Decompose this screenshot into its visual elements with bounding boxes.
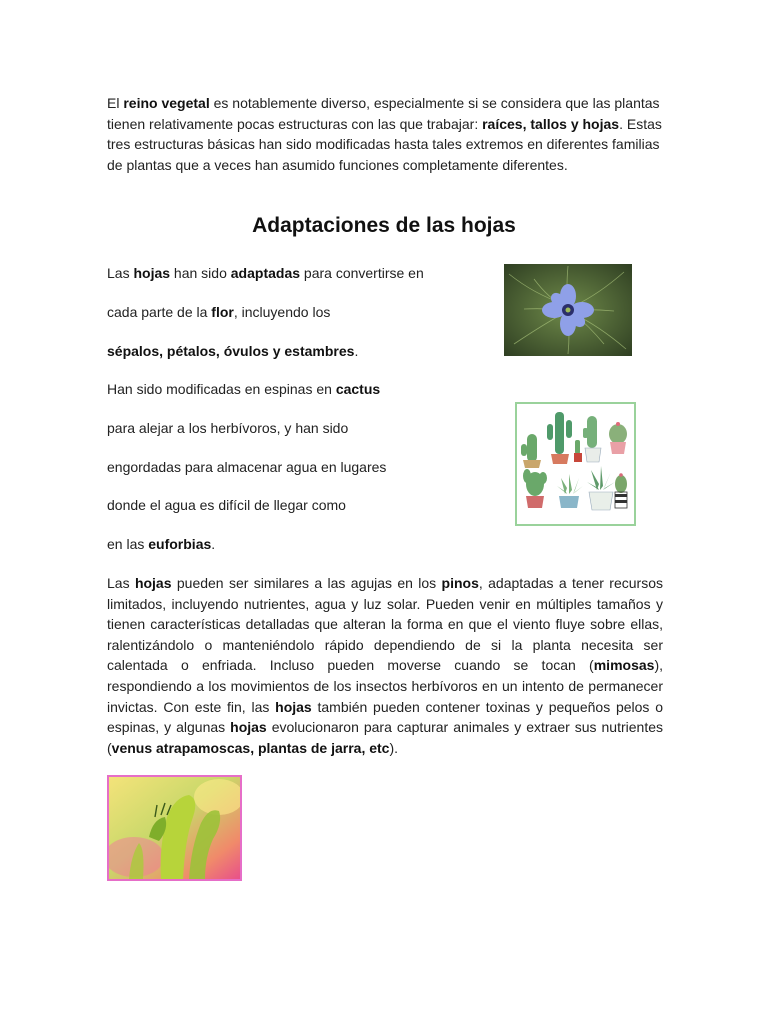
bold-text: hojas — [134, 575, 172, 591]
bold-text: hojas — [230, 719, 267, 736]
text-line-4 — [107, 379, 380, 399]
body-paragraph — [107, 573, 663, 758]
section-heading: Adaptaciones de las hojas — [252, 214, 516, 237]
carnivorous-plant-image — [107, 775, 242, 881]
text-line-2 — [107, 302, 330, 322]
text-line-8 — [107, 534, 215, 554]
text: Las — [107, 575, 135, 591]
text-line-3 — [107, 341, 358, 361]
bold-text: hojas — [133, 265, 171, 281]
text: pueden ser similares a las agujas en los — [171, 575, 442, 591]
text: han sido — [170, 265, 231, 281]
text: también pueden contener toxinas y pequeños pelos o espinas, y algunas — [107, 698, 663, 736]
bold-text: venus atrapamoscas, plantas de jarra, etc — [111, 739, 390, 756]
intro-text: es notablemente diverso, especialmente si se considera que las plantas tienen relativamente pocas estructuras con las que trabajar: — [107, 95, 660, 132]
bold-text: mimosas — [593, 657, 655, 674]
text-line-6: engordadas para almacenar agua en lugares — [107, 459, 387, 475]
text: evolucionaron para capturar animales y extraer sus nutrientes ( — [107, 719, 663, 756]
text: , incluyendo los — [233, 304, 331, 320]
text-line-5: para alejar a los herbívoros, y han sido — [107, 420, 349, 436]
bold-text: euforbias — [148, 536, 212, 552]
text: . — [211, 536, 216, 552]
text: para convertirse en — [300, 265, 424, 281]
text: , adaptadas a tener recursos limitados, incluyendo nutrientes, agua y luz solar. Pueden venir en múltiples tamaños y tienen características detalladas que alteran la forma en que el viento fluye sobre ellas, ralentizándolo o manteniéndolo rápido dependiendo de si la planta necesita ser calentada o enfriada. Incluso pueden moverse cuando se tocan ( — [107, 575, 663, 674]
text: ), respondiendo a los movimientos de los insectos herbívoros en un intento de permanecer invictas. Con este fin, las — [107, 657, 663, 715]
intro-text: El — [107, 95, 124, 111]
text-line-1 — [107, 263, 424, 283]
bold-text: hojas — [275, 698, 312, 715]
text: Han sido modificadas en espinas en — [107, 381, 336, 397]
bold-text: pinos — [441, 575, 479, 591]
text: Las — [107, 265, 134, 281]
cactus-illustration-image — [515, 402, 636, 526]
intro-bold-reino: reino vegetal — [123, 95, 210, 111]
text-line-7: donde el agua es difícil de llegar como — [107, 497, 346, 513]
intro-text: . Estas tres estructuras básicas han sido modificadas hasta tales extremos en diferentes familias de plantas que a veces han asumido funciones completamente diferentes. — [107, 115, 662, 173]
bold-text: cactus — [335, 381, 381, 397]
bold-text: sépalos, pétalos, óvulos y estambres — [107, 343, 355, 359]
bold-text: adaptadas — [230, 265, 301, 281]
bold-text: flor — [211, 304, 234, 320]
intro-paragraph — [107, 93, 663, 175]
text: . — [354, 343, 359, 359]
text: en las — [107, 536, 149, 552]
intro-bold-structures: raíces, tallos y hojas — [482, 115, 620, 132]
nigella-flower-image — [504, 264, 632, 356]
text: ). — [389, 739, 399, 756]
text: cada parte de la — [107, 304, 212, 320]
